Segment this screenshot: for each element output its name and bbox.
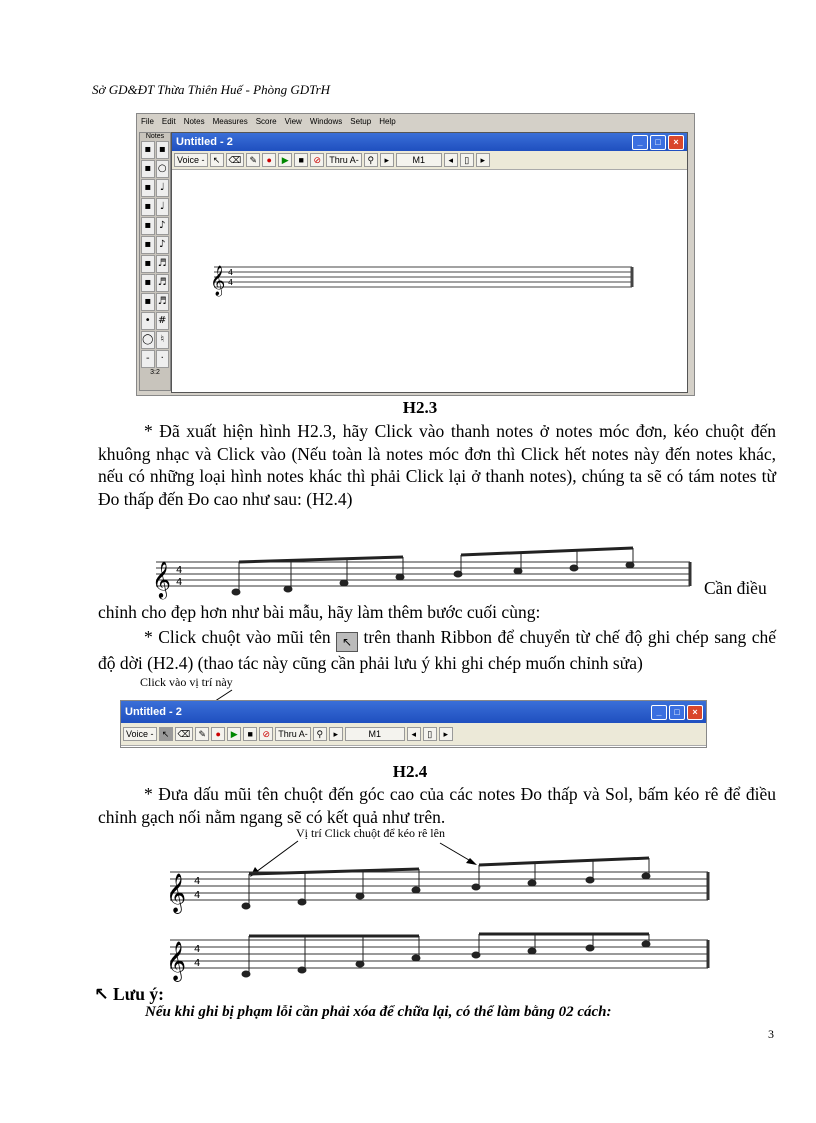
page-icon[interactable]: ▯ xyxy=(423,727,437,741)
score-window xyxy=(171,132,688,393)
minimize-icon[interactable]: _ xyxy=(651,705,667,720)
svg-text:4: 4 xyxy=(194,944,201,955)
zoom-icon[interactable]: ⚲ xyxy=(364,153,378,167)
window-titlebar xyxy=(121,701,706,723)
zoom-icon[interactable]: ⚲ xyxy=(313,727,327,741)
note-body: Nếu khi ghi bị phạm lỗi cần phải xóa để chữa lại, có thể làm bằng 02 cách: xyxy=(145,1004,612,1020)
click-label: Click vào vị trí này xyxy=(140,675,233,689)
staff-adjusted-top xyxy=(164,856,724,916)
stop-icon[interactable]: ■ xyxy=(243,727,257,741)
next-page-icon[interactable]: ▸ xyxy=(439,727,453,741)
page-header: Sở GD&ĐT Thừa Thiên Huế - Phòng GDTrH xyxy=(92,82,331,97)
svg-text:4: 4 xyxy=(194,876,201,887)
ribbon-toolbar xyxy=(121,723,706,746)
caption-h23: H2.3 xyxy=(402,398,438,417)
palette-tool[interactable]: ▪ xyxy=(141,293,155,311)
menu-windows[interactable]: Windows xyxy=(309,116,343,126)
next-icon[interactable]: ▸ xyxy=(329,727,343,741)
svg-text:4: 4 xyxy=(194,890,201,901)
palette-tool[interactable]: ▪ xyxy=(141,160,155,178)
page-icon[interactable]: ▯ xyxy=(460,153,474,167)
paragraph-4: * Đưa dấu mũi tên chuột đến góc cao của các notes Đo thấp và Sol, bấm kéo rê để điều chỉnh gạch nối nằm ngang sẽ có kết quả như trên. xyxy=(98,784,776,827)
palette-tool[interactable]: ♩ xyxy=(156,198,170,216)
minimize-icon[interactable]: _ xyxy=(632,135,648,150)
paragraph-2: chỉnh cho đẹp hơn như bài mẫu, hãy làm thêm bước cuối cùng: xyxy=(98,602,541,622)
next-page-icon[interactable]: ▸ xyxy=(476,153,490,167)
arrow-tool-icon: ↖ xyxy=(336,632,358,652)
note-heading xyxy=(94,984,164,1005)
paragraph-3-lead: * Click chuột vào mũi tên xyxy=(144,627,331,647)
svg-text:4: 4 xyxy=(228,278,234,287)
play-icon[interactable]: ▶ xyxy=(227,727,241,741)
palette-tool[interactable]: ♪ xyxy=(156,236,170,254)
svg-text:4: 4 xyxy=(176,577,183,588)
eraser-icon[interactable]: ⌫ xyxy=(175,727,194,741)
maximize-icon[interactable]: □ xyxy=(669,705,685,720)
svg-text:4: 4 xyxy=(176,565,183,576)
palette-tool[interactable]: · xyxy=(156,350,170,368)
window-title: Untitled - 2 xyxy=(176,136,233,148)
svg-text:𝄞: 𝄞 xyxy=(166,873,187,913)
voice-select[interactable]: Voice - xyxy=(123,727,157,741)
eraser-icon[interactable]: ⌫ xyxy=(226,153,245,167)
palette-tool[interactable]: ♪ xyxy=(156,217,170,235)
palette-tool[interactable]: ▪ xyxy=(141,141,155,159)
palette-tool[interactable]: ◯ xyxy=(141,331,155,349)
palette-tool[interactable]: ▪ xyxy=(156,141,170,159)
palette-tool[interactable]: ▪ xyxy=(141,236,155,254)
paragraph-3 xyxy=(98,626,776,675)
window-titlebar xyxy=(172,133,687,151)
palette-tool[interactable]: - xyxy=(141,350,155,368)
paragraph-2-tail: Cần điều xyxy=(704,578,767,598)
palette-footer: 3:2 xyxy=(150,369,160,376)
thru-select[interactable]: Thru A- xyxy=(275,727,311,741)
close-icon[interactable]: × xyxy=(687,705,703,720)
page-number: 3 xyxy=(768,1027,774,1041)
palette-tool[interactable]: ▪ xyxy=(141,217,155,235)
palette-tool[interactable]: • xyxy=(141,312,155,330)
drag-label: Vị trí Click chuột để kéo rê lên xyxy=(296,826,445,840)
paragraph-1-text: * Đã xuất hiện hình H2.3, hãy Click vào thanh notes ở notes móc đơn, kéo chuột đến khuông nhạc và Click vào (Nếu toàn là notes móc đơn thì Click hết notes này đến notes khác, nếu có những loại hình notes khác thì phải Click lại ở thanh notes), chúng ta sẽ có tám notes từ Đo thấp đến Đo cao như sau: (H2.4) xyxy=(98,421,776,509)
palette-tool[interactable]: ▪ xyxy=(141,179,155,197)
empty-staff xyxy=(202,253,672,313)
palette-tool[interactable]: ▪ xyxy=(141,255,155,273)
prev-icon[interactable]: ◂ xyxy=(407,727,421,741)
corner-arrow-icon: ↖ xyxy=(94,985,109,1005)
palette-title: Notes xyxy=(145,133,165,140)
pencil-icon[interactable]: ✎ xyxy=(195,727,209,741)
staff-eight-notes xyxy=(150,544,710,604)
record-icon[interactable]: ● xyxy=(262,153,276,167)
measure-field[interactable]: M1 xyxy=(345,727,405,741)
svg-text:𝄞: 𝄞 xyxy=(210,266,226,296)
menu-help[interactable]: Help xyxy=(379,116,396,126)
measure-field[interactable]: M1 xyxy=(396,153,442,167)
window-title: Untitled - 2 xyxy=(125,706,182,718)
palette-tool[interactable]: ♩ xyxy=(156,179,170,197)
menu-measures[interactable]: Measures xyxy=(212,116,248,126)
pencil-icon[interactable]: ✎ xyxy=(246,153,260,167)
svg-text:4: 4 xyxy=(228,268,234,277)
svg-text:𝄞: 𝄞 xyxy=(166,941,187,981)
menu-score[interactable]: Score xyxy=(255,116,277,126)
palette-tool[interactable]: ▪ xyxy=(141,198,155,216)
menu-file[interactable]: File xyxy=(141,116,154,126)
staff-adjusted-bottom xyxy=(164,924,724,984)
notes-palette xyxy=(139,132,171,391)
finale-screenshot-h24 xyxy=(120,700,707,748)
no-icon[interactable]: ⊘ xyxy=(259,727,273,741)
play-icon[interactable]: ▶ xyxy=(278,153,292,167)
finale-screenshot-h23 xyxy=(136,113,695,396)
arrow-tool-icon[interactable]: ↖ xyxy=(210,153,224,167)
svg-text:𝄞: 𝄞 xyxy=(152,560,171,598)
thru-select[interactable]: Thru A- xyxy=(326,153,362,167)
menu-notes[interactable]: Notes xyxy=(183,116,205,126)
menu-setup[interactable]: Setup xyxy=(350,116,372,126)
record-icon[interactable]: ● xyxy=(211,727,225,741)
voice-select[interactable]: Voice - xyxy=(174,153,208,167)
arrow-tool-icon[interactable]: ↖ xyxy=(159,727,173,741)
maximize-icon[interactable]: □ xyxy=(650,135,666,150)
palette-tool[interactable]: ○ xyxy=(156,160,170,178)
palette-tool[interactable]: ♬ xyxy=(156,293,170,311)
palette-tool[interactable]: ♬ xyxy=(156,274,170,292)
close-icon[interactable]: × xyxy=(668,135,684,150)
paragraph-3-rest: trên thanh Ribbon để chuyển từ chế độ ghi chép sang chế độ dời (H2.4) (thao tác này cũng cần phải lưu ý khi ghi chép muốn chỉnh sửa) xyxy=(98,627,776,673)
palette-tool[interactable]: # xyxy=(156,312,170,330)
caption-h24: H2.4 xyxy=(392,762,428,781)
next-icon[interactable]: ▸ xyxy=(380,153,394,167)
palette-tool[interactable]: ♮ xyxy=(156,331,170,349)
menu-bar xyxy=(137,114,694,128)
ribbon-toolbar xyxy=(172,151,687,170)
palette-tool[interactable]: ▪ xyxy=(141,274,155,292)
svg-text:4: 4 xyxy=(194,958,201,969)
note-title: Lưu ý: xyxy=(113,984,164,1004)
palette-tool[interactable]: ♬ xyxy=(156,255,170,273)
prev-icon[interactable]: ◂ xyxy=(444,153,458,167)
paragraph-1 xyxy=(98,420,776,510)
no-icon[interactable]: ⊘ xyxy=(310,153,324,167)
menu-view[interactable]: View xyxy=(284,116,302,126)
stop-icon[interactable]: ■ xyxy=(294,153,308,167)
menu-edit[interactable]: Edit xyxy=(161,116,176,126)
